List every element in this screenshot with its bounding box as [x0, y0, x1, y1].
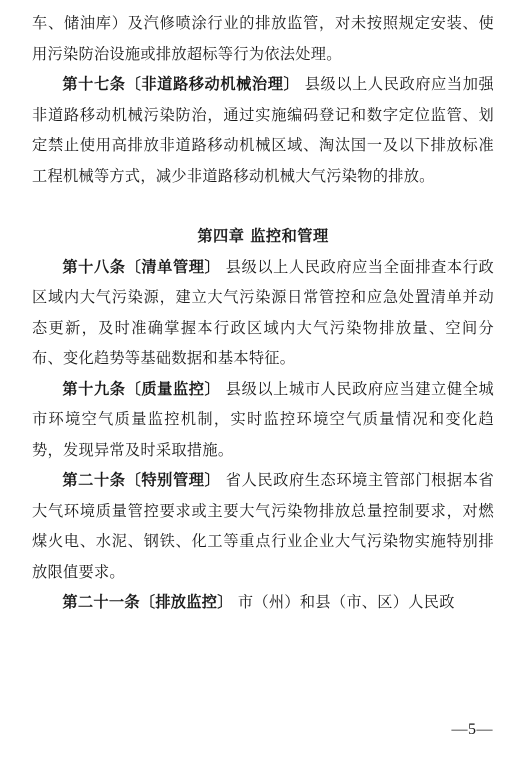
- article-18: [32, 252, 494, 374]
- article-19: [32, 374, 494, 466]
- article-17-title: 第十七条〔非道路移动机械治理〕: [62, 75, 300, 93]
- chapter-heading: 第四章 监控和管理: [197, 227, 329, 245]
- article-17-body: 县级以上人民政府应当加强非道路移动机械污染防治，通过实施编码登记和数字定位监管、划定禁止使用高排放非道路移动机械区域、淘汰国一及以下排放标准工程机械等方式，减少非道路移动机械大气污染物的排放。: [32, 75, 494, 185]
- article-21-title: 第二十一条〔排放监控〕: [62, 593, 233, 611]
- article-18-body: 县级以上人民政府应当全面排查本行政区域内大气污染源，建立大气污染源日常管控和应急处置清单并动态更新，及时准确掌握本行政区域内大气污染物排放量、空间分布、变化趋势等基础数据和基本特征。: [32, 257, 494, 367]
- article-21: [32, 587, 494, 618]
- section-spacer: [32, 191, 494, 221]
- article-20-title: 第二十条〔特别管理〕: [62, 471, 221, 489]
- article-20: [32, 465, 494, 587]
- article-17: [32, 69, 494, 191]
- article-18-title: 第十八条〔清单管理〕: [62, 257, 221, 276]
- article-21-body: 市（州）和县（市、区）人民政: [237, 593, 455, 611]
- page-number: —5—: [451, 721, 493, 738]
- continuation-paragraph: 车、储油库）及汽修喷涂行业的排放监管，对未按照规定安装、使用污染防治设施或排放超标等行为依法处理。: [32, 14, 494, 63]
- document-page: [32, 8, 494, 618]
- article-20-body: 省人民政府生态环境主管部门根据本省大气环境质量管控要求或主要大气污染物排放总量控制要求，对燃煤火电、水泥、钢铁、化工等重点行业企业大气污染物实施特别排放限值要求。: [32, 471, 494, 581]
- article-19-body: 县级以上城市人民政府应当建立健全城市环境空气质量监控机制，实时监控环境空气质量情况和变化趋势，发现异常及时采取措施。: [32, 379, 494, 459]
- article-19-title: 第十九条〔质量监控〕: [62, 379, 221, 398]
